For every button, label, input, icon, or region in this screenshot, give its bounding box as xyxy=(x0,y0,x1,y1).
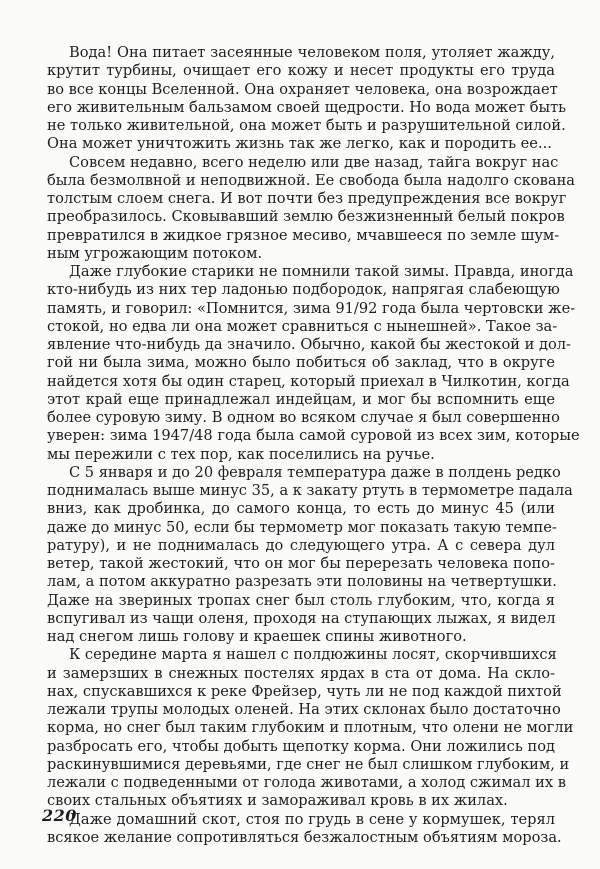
text-line: поднималась выше минус 35, а к закату ртуть в термометре падала xyxy=(47,482,573,499)
text-line: С 5 января и до 20 февраля температура даже в полдень редко xyxy=(69,463,561,481)
text-line: этот край еще принадлежал индейцам, и мог бы вспомнить еще xyxy=(47,390,555,408)
text-line: во все концы Вселенной. Она охраняет человека, она возрождает xyxy=(47,80,558,98)
text-line: раскинувшимися деревьями, где снег не был слишком глубоким, и xyxy=(47,755,570,773)
text-line: толстым слоем снега. И вот почти без предупреждения все вокруг xyxy=(47,190,567,207)
text-line: Она может уничтожить жизнь так же легко, как и породить ее... xyxy=(47,135,552,153)
paragraph xyxy=(47,44,567,154)
body-text xyxy=(47,44,580,847)
text-line: его живительным бальзамом своей щедрости. Но вода может быть xyxy=(47,98,567,116)
text-line: Даже на звериных тропах снег был столь глубоким, что, когда я xyxy=(47,591,555,609)
text-line: не только живительной, она может быть и разрушительной силой. xyxy=(47,117,566,134)
text-line: Даже глубокие старики не помнили такой зимы. Правда, иногда xyxy=(69,263,574,280)
text-line: даже до минус 50, если бы термометр мог показать такую темпе- xyxy=(47,518,557,536)
text-line: ным угрожающим потоком. xyxy=(47,244,263,262)
text-line: крутит турбины, очищает его кожу и несет продукты его труда xyxy=(47,62,555,80)
paragraph xyxy=(47,263,580,464)
text-line: стокой, но едва ли она может сравниться с нынешней». Такое за- xyxy=(47,317,558,335)
text-line: гой ни была зима, можно было побиться об заклад, что в округе xyxy=(47,354,555,372)
text-line: К середине марта я нашел с полдюжины лосят, скорчившихся xyxy=(69,646,557,664)
text-line: разбросать его, чтобы добыть щепотку корма. Они ложились под xyxy=(47,737,555,755)
text-line: нах, спускавшихся к реке Фрейзер, чуть ли не под каждой пихтой xyxy=(47,682,562,700)
text-line: Даже домашний скот, стоя по грудь в сене у кормушек, терял xyxy=(69,810,555,828)
text-line: память, и говорил: «Помнится, зима 91/92 года была чертовски же- xyxy=(47,299,576,317)
text-line: Вода! Она питает засеянные человеком поля, утоляет жажду, xyxy=(69,44,555,61)
text-line: лам, а потом аккуратно разрезать эти половины на четвертушки. xyxy=(47,573,557,591)
text-line: корма, но снег был таким глубоким и плотным, что олени не могли xyxy=(47,719,574,737)
paragraph xyxy=(47,463,573,647)
text-line: всякое желание сопротивляться безжалостным объятиям мороза. xyxy=(47,828,562,846)
text-line: была безмолвной и неподвижной. Ее свобода была надолго скована xyxy=(47,171,575,189)
text-line: ратуру), и не поднималась до следующего утра. А с севера дул xyxy=(47,536,555,554)
text-line: явление что-нибудь да значило. Обычно, какой бы жестокой и дол- xyxy=(47,336,571,353)
text-line: ветер, такой жестокий, что он мог бы перерезать человека попо- xyxy=(47,555,555,572)
text-line: лежали с подведенными от голода животами, а холод сжимал их в xyxy=(47,774,566,791)
text-line: найдется хотя бы один старец, который приехал в Чилкотин, когда xyxy=(47,372,570,390)
text-line: над снегом лишь голову и краешек спины животного. xyxy=(47,628,467,645)
text-line: преобразилось. Сковывавший землю безжизненный белый покров xyxy=(47,208,565,226)
text-line: кто-нибудь из них тер ладонью подбородок, напрягая слабеющую xyxy=(47,281,560,299)
page-number: 220 xyxy=(42,806,77,825)
text-line: вниз, как дробинка, до самого конца, то есть до минус 45 (или xyxy=(47,500,555,518)
text-line: лежали трупы молодых оленей. На этих склонах было достаточно xyxy=(47,701,561,718)
paragraph xyxy=(47,810,562,848)
text-line: превратился в жидкое грязное месиво, мчавшееся по земле шум- xyxy=(47,226,560,244)
text-line: своих стальных объятиях и замораживал кровь в их жилах. xyxy=(47,792,508,810)
text-line: мы пережили с тех пор, как поселились на ручье. xyxy=(47,445,435,463)
paragraph xyxy=(47,153,575,264)
text-line: вспугивал из чащи оленя, проходя на ступающих лыжах, я видел xyxy=(47,609,556,627)
text-line: уверен: зима 1947/48 года была самой суровой из всех зим, которые xyxy=(47,427,580,445)
text-line: и замерзших в снежных постелях ярдах в ста от дома. На скло- xyxy=(47,664,555,682)
text-line: Совсем недавно, всего неделю или две назад, тайга вокруг нас xyxy=(69,153,559,171)
paragraph xyxy=(47,646,574,810)
text-line: более суровую зиму. В одном во всяком случае я был совершенно xyxy=(47,409,560,426)
